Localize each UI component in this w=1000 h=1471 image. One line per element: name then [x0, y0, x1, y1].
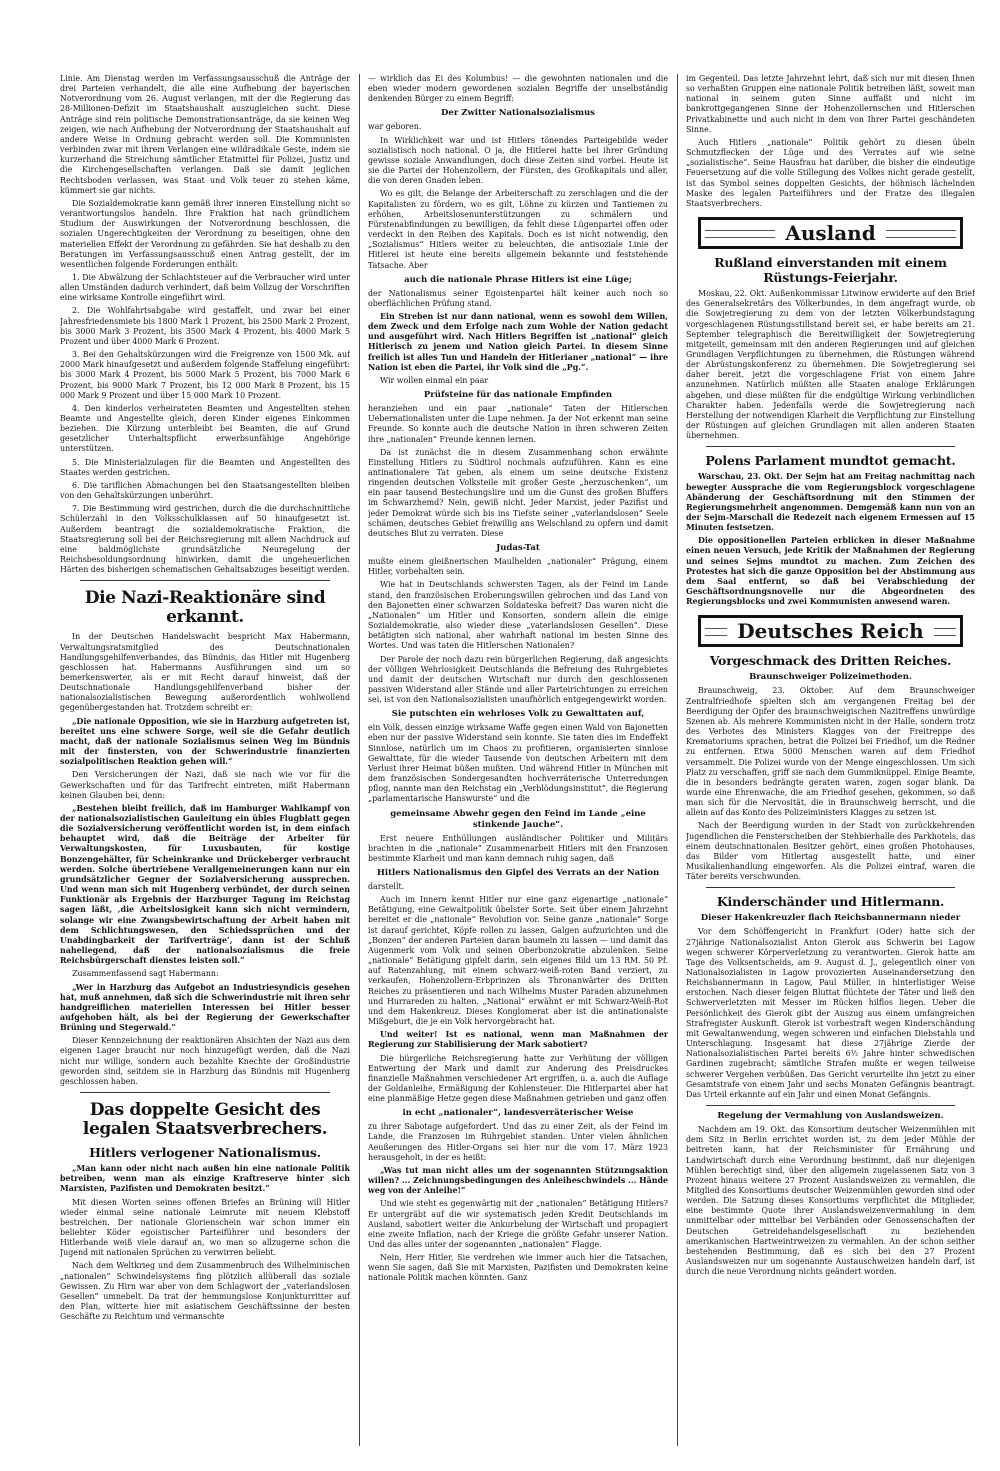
paragraph: Auch Hitlers „nationale“ Politik gehört zu diesen übeln Schmutzflecken der Lüge und des Verrates auf wie seine „sozialistische“. Seine Hausfrau hat darüber, die bisher die eindeutige Feuersetzung auf die volle Stillegung des Volkes nicht gerade gestellt, ist das Symbol seines doppelten Gesichts, der höhnisch lächelnden Maske des legalen Parteiführers und der Fratze des illegalen Staatsverbrechers.: [686, 137, 975, 208]
paragraph: Wo es gilt, die Belange der Arbeiterschaft zu zerschlagen und die der Kapitalisten zu fördern, wo es gilt, Löhne zu kürzen und Tantiemen zu erhöhen, Arbeitslosenunterstützungen zu schmälern und Fürstenabfindungen zu bewilligen, da fehlt diese Lügenpartei offen oder verdeckt in den Reihen des Kapitals. Doch es ist nicht notwendig, den „Sozialismus“ Hitlers weiter zu beleuchten, die antisoziale Linie der Hitlerei ist heute eine bereits allgemein bekannte und feststehende Tatsache. Aber: [368, 189, 668, 270]
paragraph: Nach der Beerdigung wurden in der Stadt von zurückkehrenden Jugendlichen die Fensterscheiben der Stehbierhalle des Parkhotels, das einem deutschnationalen Besitzer gehört, eines großen Photohauses, das Bilder vom Hitlertag ausgestellt hatte, und einer Musikalienhandlung eingeworfen. Als die Polizei eintraf, waren die Täter bereits verschwunden.: [686, 821, 975, 882]
quote: „Was tut man nicht alles um der sogenannten Stützungsaktion willen? ... Zeichnungsbedingungen des Anleiheschwindels ... Hände weg von der Anleihe!“: [368, 1165, 668, 1196]
article-headline: Polens Parlament mundtot gemacht.: [705, 453, 956, 469]
paragraph: Die oppositionellen Parteien erblicken in dieser Maßnahme einen neuen Versuch, jede Kritik der Maßnahmen der Regierung und seines Sejms mundtot zu machen. Zum Zeichen des Protestes hat sich die ganze Opposition bei der Abstimmung aus dem Saal entfernt, so daß bei Verabschiedung der Geschäftsordnungsnovelle nur die Abgeordneten des Regierungsblocks und zwei Kommunisten anwesend waren.: [686, 536, 975, 607]
section-subheading: auch die nationale Phrase Hitlers ist eine Lüge;: [404, 274, 632, 285]
newspaper-page: [40, 36, 975, 1446]
paragraph: Wir wollen einmal ein paar: [380, 375, 489, 385]
section-banner-ausland: [698, 217, 963, 249]
paragraph: 7. Die Bestimmung wird gestrichen, durch die die durchschnittliche Schülerzahl in den Volksschulklassen auf 50 hinaufgesetzt ist. Außerdem beantragt die sozialdemokratische Fraktion, die Staatsregierung soll bei der Reichsregierung mit allem Nachdruck auf eine baldmöglichste grundsätzliche Neuregelung der Reichsbesoldungsordnung hinwirken, damit die ungeheuerlichen Härten des bisherigen schematischen Gehaltsabzuges beseitigt werden.: [60, 504, 350, 575]
column-middle: [368, 74, 668, 1446]
paragraph: Moskau, 22. Okt. Außenkommissar Litwinow erwiderte auf den Brief des Generalsekretärs des Völkerbundes, in dem angefragt wurde, ob die Sowjetregierung zu dem von der letzten Völkerbundstagung vorgeschlagenen Rüstungsstillstand bereit sei, er habe bereits am 21. September telegraphisch die Bereitwilligkeit der Sowjetregierung mitgeteilt, gemeinsam mit den anderen Regierungen und auf gleichen Grundlagen Verpflichtungen zu übernehmen, die Rüstungen während der Abrüstungskonferenz zu übernehmen. Die Sowjetregierung sei daher bereit, jetzt die vorgeschlagene Frist von einem Jahre anzunehmen. Natürlich müßten alle Staaten analoge Erklärungen abgeben, und diese müßten für die endgültige Wirkung verbindlichen Charakter haben. Jedenfalls werde die Sowjetregierung nach Herstellung der notwendigen Klarheit die Verpflichtung zur Einstellung der Rüstungen auf gleichen Grundlagen mit allen anderen Staaten übernehmen.: [686, 289, 975, 441]
article-headline: Rußland einverstanden mit einem Rüstungs-Feierjahr.: [714, 255, 947, 286]
article-headline: Das doppelte Gesicht des legalen Staatsverbrechers.: [82, 1100, 328, 1140]
article-subheadline: Hitlers verlogener Nationalismus.: [89, 1145, 321, 1161]
article-headline: Regelung der Vermahlung von Auslandsweizen.: [717, 1111, 944, 1122]
paragraph: In Wirklichkeit war und ist Hitlers tönendes Parteigebilde weder sozialistisch noch national. O ja, die Hitlerei hatte bei ihrer Gründung gewisse soziale Anwandlungen, doch diese Zeiten sind vorbei. Heute ist sie die Partei der Hohenzollern, der Fürsten, des Großkapitals und aller, die von deren Gnaden leben.: [368, 135, 668, 186]
paragraph: Da ist zunächst die in diesem Zusammenhang schon erwähnte Einstellung Hitlers zu Südtirol nochmals aufzuführen. Kann es eine antinationalere Tat geben, als einem um seine deutsche Existenz ringenden deutschen Volksteile mit großer Geste „herzuschenken“, um ein paar tausend Bestechungslire und um die Gunst des großen Bluffers im Schwarzhemd? Nein, gewiß nicht. Jeder Marxist, jeder Pazifist und jeder Demokrat würde sich bis ins Tiefste seiner „vaterlandslosen“ Seele schämen, deutsches Gebiet freiwillig ans Welschland zu opfern und damit deutsches Blut zu verraten. Diese: [368, 447, 668, 538]
paragraph: zu ihrer Sabotage aufgefordert. Und das zu einer Zeit, als der Feind im Lande, die Franzosen im Ruhrgebiet standen. Unter vielen ähnlichen Aeußerungen des Hitler-Organs sei hier nur die vom 17. März 1923 herausgeholt, in der es heißt:: [368, 1122, 668, 1162]
paragraph: In der Deutschen Handelswacht bespricht Max Habermann, Verwaltungsratsmitglied des Deutschnationalen Handlungsgehilfenverbandes, das Bündnis, das Hitler mit Hugenberg geschlossen hat. Habermanns Ausführungen sind um so bemerkenswerter, als er mit Recht darauf hinweist, daß der Deutschnationale Handlungsgehilfenverband bisher der nationalsozialistischen Bewegung außerordentlich wohlwollend gegenübergestanden hat. Trotzdem schreibt er:: [60, 632, 350, 713]
paragraph: mußte einem gleißnerischen Maulhelden „nationaler“ Prägung, einem Hitler, vorbehalten sein.: [368, 557, 668, 577]
paragraph: Vor dem Schöffengericht in Frankfurt (Oder) hatte sich der 27jährige Nationalsozialist Anton Gierok aus Schwerin bei Lagow wegen schwerer Körperverletzung zu verantworten. Gierok hatte am Tage des Volksentscheids, am 9. August d. J., gelegentlich einer von Nationalsozialisten in Lagow provozierten Auseinandersetzung den Reichsbannermann in Lagow, Paul Müller, in hinterlistiger Weise erstochen. Nach dieser feigen Bluttat flüchtete der Täter und ließ den Schwerverletzten mit Messer im Rücken hilflos liegen. Ueber die Persönlichkeit des Gierok gibt der Auszug aus einem umfangreichen Strafregister Auskunft. Gierok ist vorbestraft wegen Kinderschändung mit Gewaltanwendung, wegen schweren und einfachen Diebstahls und Unterschlagung. Insgesamt hat diese 27jährige Zierde der Nationalsozialistischen Partei bereits 6½ Jahre hinter schwedischen Gardinen zugebracht; sämtliche Strafen mußte er wegen teilweise schwerer Vergehen verbüßen. Das Gericht verurteilte ihn jetzt zu einer Gesamtstrafe von einem Jahr und sechs Monaten Gefängnis beantragt. Das Urteil erkannte auf ein Jahr und einen Monat Gefängnis.: [686, 927, 975, 1099]
article-subheadline: Dieser Hakenkreuzler flach Reichsbannermann nieder: [700, 913, 961, 924]
section-subheading: Sie putschten ein wehrloses Volk zu Gewalttaten auf,: [391, 709, 645, 720]
quote: „Bestehen bleibt freilich, daß im Hamburger Wahlkampf von der nationalsozialistischen Gauleitung ein übles Flugblatt gegen die Sozialversicherung veröffentlicht worden ist, in dem einfach behauptet wird, daß die Beiträge der Arbeiter für Verwaltungskosten, für Luxusbauten, für kostige Bonzengehälter, für Scheinkranke und Drückeberger verbraucht werden. Solche übertriebene Verallgemeinerungen kann nur ein grundsätzlicher Gegner der Sozialversicherung aussprechen. Und wenn man sich mit Hugenberg verbündet, der durch seinen Funktionär als Ergebnis der Harzburger Tagung im Reichstag sagen läßt, ‚die Arbeitslosigkeit kann sich nicht vermindern, solange wir eine Zwangsbewirtschaftung der Arbeit haben mit dem Schlichtungswesen, den Schiedssprüchen und der Unabdingbarkeit der Tarifverträge‘, dann ist der Schluß naheliegend, daß der nationalsozialismus die freie Reichsbürgerschaft dienstes leisten soll.“: [60, 803, 350, 966]
paragraph: der Nationalismus seiner Egoistenpartei hält keiner auch noch so oberflächlichen Prüfung stand.: [368, 288, 668, 308]
paragraph: 6. Die tariflichen Abmachungen bei den Staatsangestellten bleiben von den Gehaltskürzungen unberührt.: [60, 480, 350, 501]
divider: [706, 887, 955, 888]
quote: „Man kann oder nicht nach außen hin eine nationale Politik betreiben, wenn man als einzige Kraftreserve hinter sich Marxisten, Pazifisten und Demokraten besitzt.“: [60, 1164, 350, 1194]
paragraph: Nach dem Weltkrieg und dem Zusammenbruch des Wilhelminischen „nationalen“ Schwindelsystems fing plötzlich allüberall das soziale Gewissen. Zu Hirn war aber von dem Schlagwort der „vaterlandslosen Gesellen“ umnebelt. Da trat der hemmungslose Konjunkturritter auf den Plan, witterte hier mit asiatischem Geschäftssinne der besten Geschäfte zu Reichtum und vermanschte: [60, 1261, 350, 1322]
paragraph: Und wie steht es gegenwärtig mit der „nationalen“ Betätigung Hitlers? Er untergräbt auf die wir systematisch jeden Kredit Deutschlands im Ausland, sabotiert weiter die Ankurbelung der Wirtschaft und propagiert eine zweite Inflation, nach der Kriege die größte Gefahr unserer Nation. Und das alles unter der sogenannten „nationalen“ Flagge.: [368, 1199, 668, 1249]
paragraph: Mit diesen Worten seines offenen Briefes an Brüning will Hitler wieder einmal seine nationale Leimrute mit neuem Klebstoff bestreichen. Der nationale Glorienschein war schon immer ein beliebter Köder egoistischer Parteiführer und besonders der Hitlerbande weiß viele darauf an, wo man so allzugerne schon die Jugend mit nationalen Sprüchen zu verwirren beliebt.: [60, 1197, 350, 1258]
paragraph: 4. Den kinderlos verheirateten Beamten und Angestellten stehen Beamte und Angestellte gleich, deren Kinder eigenes Einkommen beziehen. Die Kürzung unterbleibt bei Beamten, die auf Grund gesetzlicher Unterhaltspflicht erwerbsunfähige Angehörige unterstützen.: [60, 403, 350, 454]
paragraph: Braunschweig, 23. Oktober. Auf dem Braunschweiger Zentralfriedhofe spielten sich am vergangenen Freitag bei der Beerdigung der Opfer des braunschweigischen Nazitreffens unwürdige Szenen ab. Als mehrere Kommunisten nicht in der Halle, sondern trotz des Verbotes des Ministers Klagges von der Freitreppe des Krematoriums sprachen, betrat die Polizei bei Friedhof, um die Redner zu entfernen. Etwa 5000 Menschen waren auf dem Friedhof versammelt. Die Polizei wurde von der Menge eingeschlossen. Um sich Platz zu verschaffen, griff sie nach dem Gummiknüppel. Einige Beamte, die in besonders bedrängte geraten waren, zogen sogar blank. Da wurde eine Ehrenwache, die am Friedhof gesehen, gekommen, so daß man sich für die Nervosität, die in Braunschweig herrscht, und die allein auf das Konto des Polizeiministers Klagges zu setzen ist.: [686, 686, 975, 818]
paragraph: Die bürgerliche Reichsregierung hatte zur Verhütung der völligen Entwertung der Mark und damit zur Anderung des Preisdruckes finanzielle Maßnahmen verschiedener Art ergriffen, u. a. auch die Auflage der Goldanleihe, Ermäßigung der Kohlensteuer. Die Hitlerpartei aber hat eine planmäßige Hetze gegen diese Maßnahmen getrieben und ganz offen: [368, 1053, 668, 1104]
section-banner-deutsches-reich: [698, 615, 963, 647]
paragraph: Dieser Kennzeichnung der reaktionären Absichten der Nazi aus dem eigenen Lager braucht nur noch hinzugefügt werden, daß die Nazi nicht nur willige, sondern auch bezahlte Knechte der Großindustrie geworden sind, seitdem sie in Harzburg das Bündnis mit Hugenberg geschlossen haben.: [60, 1036, 350, 1086]
article-headline: Vorgeschmack des Dritten Reiches.: [709, 653, 952, 669]
paragraph: Wie hat in Deutschlands schwersten Tagen, als der Feind im Lande stand, den französischen Eroberungswillen gebrochen und das Land von den Bajonetten einer schwarzen Soldateska befreit? Das waren nicht die „Nationalen“ um Hitler und Konsorten, sondern allein die einige Sozialdemokratie, also wieder diese „vaterlandslosen Gesellen“. Diese betätigten sich national, aber wahrhaft national im besten Sinne des Wortes. Und was taten die Hitlerschen Nationalen?: [368, 580, 668, 651]
paragraph: Linie. Am Dienstag werden im Verfassungsausschuß die Anträge der drei Parteien verhandelt, die alle eine Aufhebung der bayerischen Notverordnung vom 26. August verlangen, mit der die Regierung das 28-Millionen-Defizit im Staatshaushalt auszugleichen sucht. Diese Anträge sind rein politische Demonstrationsanträge, da sie keinen Weg zeigen, wie nach Aufhebung der Notverordnung der Staatshaushalt auf andere Weise in Ordnung gebracht werden soll. Die Kommunisten verbinden zwar mit ihrem Verlangen eine wildradikale Geste, indem sie kurzerhand die Streichung sämtlicher Etatmittel für Polizei, Justiz und die Kirchengesellschaften verlangen. Daß sie damit jeglichen Rechtsboden verlassen, was Staat und Volk teuer zu stehen käme, kümmert sie gar nichts.: [60, 74, 350, 195]
paragraph: Nein, Herr Hitler, Sie verdrehen wie immer auch hier die Tatsachen, wenn Sie sagen, daß Sie mit Marxisten, Pazifisten und Demokraten keine nationale Politik machen könnten. Ganz: [368, 1253, 668, 1283]
paragraph: Zusammenfassend sagt Habermann:: [72, 969, 219, 979]
paragraph: ein Volk, dessen einzige wirksame Waffe gegen einen Wald von Bajonetten eben nur der passive Widerstand sein konnte. Sie taten dies im Endeffekt Sinnlose, natürlich um im Chaos zu profitieren, organisierten sinnlose Gewalttate, für die wieder Tausende von deutschen Arbeitern mit dem Verlust ihrer Heimat büßen mußten. Und während Hitler in München mit dem französischen Sondergesandten hochverräterische Unterredungen pflog, nannte man den Reichstag ein „Verblödungsinstitut“, die Regierung „parlamentarische Hanswurste“ und die: [368, 723, 668, 804]
divider: [706, 1105, 955, 1106]
paragraph: — wirklich das Ei des Kolumbus! — die gewohnten nationalen und die eben wieder modern gewordenen sozialen Begriffe der unselbständig denkenden Bürger zu einem Begriff:: [368, 74, 668, 104]
article-headline: Die Nazi-Reaktionäre sind erkannt.: [84, 588, 326, 628]
paragraph: heranziehen und ein paar „nationale“ Taten der Hitlerschen Uebernationalisten unter die Lupe nehmen. Ja der Not erkennt man seine Freunde. So konnte auch die deutsche Nation in ihren schweren Zeiten ihre „nationalen“ Freunde kennen lernen.: [368, 404, 668, 444]
paragraph: Nachdem am 19. Okt. das Konsortium deutscher Weizenmühlen mit dem Sitz in Berlin errichtet worden ist, zu dem jeder Mühle der beitreten kann, hat der Reichsminister für Ernährung und Landwirtschaft durch eine Verordnung bestimmt, daß nur diejenigen Mühlen berechtigt sind, über den allgemein zugelassenen Satz von 3 Prozent hinaus weitere 27 Prozent Auslandsweizen zu vermahlen, die Mitglied des Konsortiums deutscher Weizenmühlen geworden sind oder werden. Die Satzung dieses Konsortiums verpflichtet die Mitglieder, eine bestimmte Quote ihrer Auslandsweizenvermahlung in dem unmittelbar oder mittelbar bei Verbänden oder Genossenschaften der Deutschen Getreidehandelsgesellschaft zu beziehenden amerikanischen Hartweintrweizen zu vermahlen. An der schon seither bestehenden Bestimmung, daß es sich bei den 27 Prozent Auslandsweizen nur um sogenannte Austauschweizen handeln darf, ist durch die neue Verordnung nichts geändert worden.: [686, 1125, 975, 1277]
section-banner-label: Ausland: [775, 220, 885, 246]
paragraph: im Gegenteil. Das letzte Jahrzehnt lehrt, daß sich nur mit diesen Ihnen so verhaßten Gruppen eine nationale Politik betreiben läßt, soweit man national in seinem guten Sinne auffaßt und nicht im bankrottgegangenen Sinne der Hohenzollernschen und Hitlerschen Privatkabinette und auch nicht in dem von Ihrer Partei geschändeten Sinne.: [686, 74, 975, 134]
column-rule: [677, 74, 678, 1446]
paragraph: 1. Die Abwälzung der Schlachtsteuer auf die Verbraucher wird unter allen Umständen dadurch verhindert, daß beim Vollzug der Vorschriften eine wirksame Kontrolle eingeführt wird.: [60, 272, 350, 303]
article-headline: Kinderschänder und Hitlermann.: [716, 894, 945, 910]
section-subheading: gemeinsame Abwehr gegen den Feind im Lande „eine stinkende Jauche“.: [390, 808, 646, 830]
column-rule: [359, 74, 360, 1446]
section-subheading: Hitlers Nationalismus den Gipfel des Verrats an der Nation: [376, 868, 660, 878]
paragraph: Und weiter! Ist es national, wenn man Maßnahmen der Regierung zur Stabilisierung der Mark sabotiert?: [368, 1030, 668, 1050]
paragraph: 3. Bei den Gehaltskürzungen wird die Freigrenze von 1500 Mk. auf 2000 Mark hinaufgesetzt und außerdem folgende Staffelung eingeführt: bis 3000 Mark 4 Prozent, bis 5000 Mark 5 Prozent, bis 7000 Mark 6 Prozent, bis 9000 Mark 7 Prozent, bis 12 000 Mark 8 Prozent, bis 15 000 Mark 9 Prozent und über 15 000 Mark 10 Prozent.: [60, 350, 350, 400]
paragraph: 5. Die Ministerialzulagen für die Beamten und Angestellten des Staates werden gestrichen.: [60, 457, 350, 477]
section-subheading: Prüfsteine für das nationale Empfinden: [423, 390, 613, 401]
article-subheadline: Braunschweiger Polizeimethoden.: [749, 672, 912, 683]
quote: „Die nationale Opposition, wie sie in Harzburg aufgetreten ist, bereitet uns eine schwere Sorge, weil sie die Gefahr deutlich macht, daß der nationale Sozialismus seinen Weg im Bündnis mit der finstersten, von der Schwerindustrie finanzierten sozialpolitischen Reaktion gehen will.“: [60, 716, 350, 767]
section-subheading: Der Zwitter Nationalsozialismus: [441, 108, 595, 119]
paragraph: darstellt.: [368, 882, 405, 891]
column-left: [60, 74, 350, 1446]
section-subheading: Judas-Tat: [496, 543, 540, 554]
section-subheading: in echt „nationaler“, landesverräterischer Weise: [402, 1108, 634, 1119]
quote: „Wer in Harzburg das Aufgebot an Industriesyndicis gesehen hat, muß annehmen, daß sich die Schwerindustrie mit ihren sehr handgreiflichen materiellen Interessen bei Hitler besser aufgehoben hält, als bei der Regierung der Gewerkschafter Brüning und Stegerwald.“: [60, 982, 350, 1033]
paragraph: war geboren.: [368, 122, 422, 132]
paragraph: 2. Die Wohlfahrtsabgabe wird gestaffelt, und zwar bei einer Jahresfriedensmiete bis 1800 Mark 1 Prozent, bis 2500 Mark 2 Prozent, bis 3000 Mark 3 Prozent, bis 3500 Mark 4 Prozent, bis 4000 Mark 5 Prozent und über 4000 Mark 6 Prozent.: [60, 306, 350, 346]
section-banner-label: Deutsches Reich: [727, 618, 933, 644]
divider: [80, 1092, 330, 1093]
paragraph: Der Parole der noch dazu rein bürgerlichen Regierung, daß angesichts der völligen Wehrlosigkeit Deutschlands die Befreiung des Ruhrgebietes und damit der deutschen Wirtschaft nur durch den geschlossenen passiven Widerstand aller Stände und aller Parteirichtungen zu erreichen sei, ist von den Nationalsozialisten unaufhörlich entgegengewirkt worden.: [368, 654, 668, 705]
column-right: [686, 74, 975, 1446]
divider: [706, 446, 955, 447]
paragraph: Die Sozialdemokratie kann gemäß ihrer inneren Einstellung nicht so verantwortungslos handeln. Ihre Fraktion hat nach gründlichem Studium der Auswirkungen der Notverordnung beschlossen, die sozialen Ungerechtigkeiten der Verordnung zu beseitigen, ohne den materiellen Effekt der Verordnung zu gefährden. Sie hat deshalb zu den Beratungen im Verfassungsausschuß einen Antrag gestellt, der im wesentlichen folgende Forderungen enthält:: [60, 198, 350, 269]
divider: [80, 580, 330, 581]
paragraph: Warschau, 23. Okt. Der Sejm hat am Freitag nachmittag nach bewegter Aussprache die vom Regierungsblock vorgeschlagene Abänderung der Geschäftsordnung mit den Stimmen der Regierungsmehrheit angenommen. Demgemäß kann nun von an der Sejm-Marschall die Redezeit nach eigenem Ermessen auf 15 Minuten festsetzen.: [686, 472, 975, 533]
paragraph: Ein Streben ist nur dann national, wenn es sowohl dem Willen, dem Zweck und dem Erfolge nach zum Wohle der Nation gedacht und ausgeführt wird. Nach Hitlers Begriffen ist „national“ gleich Hitlerisch zu jenem und Nation gleich Partei. In diesem Sinne freilich ist alles Tun und Handeln der Hitlerianer „national“ — ihre Nation ist eben die Partei, ihr Volk sind die „Pg.“.: [368, 311, 668, 372]
paragraph: Erst neuere Enthüllungen ausländischer Politiker und Militärs brachten in die „nationale“ Zusammenarbeit Hitlers mit den Franzosen bestimmte Klarheit und man kann demnach ruhig sagen, daß: [368, 833, 668, 863]
paragraph: Auch im Innern kennt Hitler nur eine ganz eigenartige „nationale“ Betätigung, eine Gewaltpolitik übelster Sorte. Seit über einem Jahrzehnt bereitet er die „nationale“ Revolution vor. Seine ganze „nationale“ Sorge ist darauf gerichtet, Köpfe rollen zu lassen, Galgen aufzurichten und die „Bonzen“ der anderen Parteien daran baumeln zu lassen — und damit das Augenmerk vom Volk und seinen Oberbonzokratie abzulenken. Seine „nationale“ Betätigung gipfelt darin, sein eigenes Bild um 13 RM. 50 Pf. auf Ratenzahlung, mit einem schwarz-weiß-roten Band verziert, zu verkaufen, Hohenzollern-Erbprinzen als Thronanwärter des Dritten Reiches zu präsentieren und nach Wilhelms Muster Paraden abzunehmen und Hurrareden zu halten. „National“ erwähnt er mit Schwarz-Weiß-Rot und dem Hakenkreuz. Dieses Konglomerat aber ist die antinationalste Mißgeburt, die je ein Volk hervorgebracht hat.: [368, 895, 668, 1027]
paragraph: Den Versicherungen der Nazi, daß sie nach wie vor für die Gewerkschaften und für das Tarifrecht eintreten, mißt Habermann keinen Glauben bei, denn:: [60, 770, 350, 800]
